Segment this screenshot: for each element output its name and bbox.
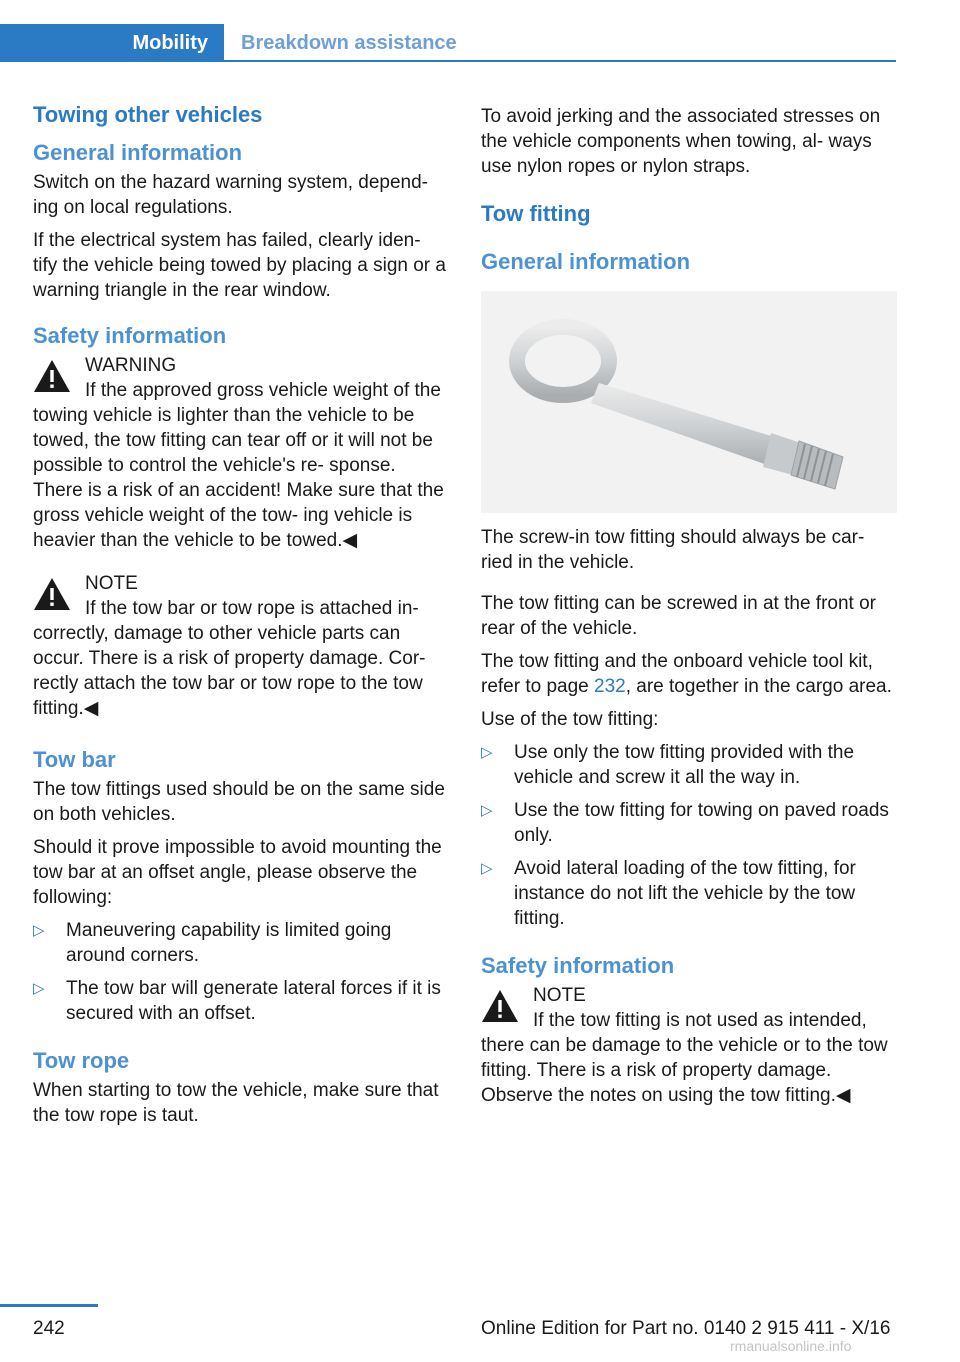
paragraph: The tow fitting can be screwed in at the front or rear of the vehicle. <box>481 593 876 639</box>
page-reference-link[interactable]: 232 <box>594 676 626 697</box>
paragraph: Switch on the hazard warning system, depend‐ ing on local regulations. <box>33 172 428 218</box>
heading-safety-information: Safety information <box>33 323 227 348</box>
paragraph: The screw-in tow fitting should always be car‐ ried in the vehicle. <box>481 527 865 573</box>
note-notice <box>481 983 897 1108</box>
page-number: 242 <box>33 1318 65 1339</box>
section-title-towing: Towing other vehicles <box>33 102 263 127</box>
paragraph: Should it prove impossible to avoid mounting the tow bar at an offset angle, please observe the following: <box>33 837 442 908</box>
note-label: NOTE <box>533 985 586 1006</box>
bullet-icon: ▷ <box>33 980 45 997</box>
bullet-icon: ▷ <box>33 922 45 939</box>
paragraph: To avoid jerking and the associated stresses on the vehicle components when towing, al‐ ways use nylon ropes or nylon straps. <box>481 106 881 177</box>
note-text: If the tow bar or tow rope is attached in‐ correctly, damage to other vehicle parts can occur. There is a risk of property damage. Cor‐ rectly attach the tow bar or tow rope to the tow fitting.◀ <box>33 598 426 719</box>
paragraph: Use of the tow fitting: <box>481 709 659 730</box>
list-item: ▷ Use only the tow fitting provided with the vehicle and screw it all the way in. <box>481 742 855 788</box>
bullet-icon: ▷ <box>481 744 493 761</box>
list-item: ▷ Avoid lateral loading of the tow fitting, for instance do not lift the vehicle by the tow fitting. <box>481 858 856 929</box>
heading-tow-rope: Tow rope <box>33 1048 130 1073</box>
warning-triangle-icon <box>33 577 71 611</box>
tow-fitting-list <box>481 740 897 931</box>
paragraph: The tow fitting and the onboard vehicle tool kit, refer to page 232, are together in the cargo area. <box>481 651 892 697</box>
watermark: rmanualsonline.info <box>730 1338 852 1354</box>
tow-fitting-illustration <box>481 291 897 513</box>
tow-bar-list <box>33 918 449 1026</box>
paragraph: The tow fittings used should be on the same side on both vehicles. <box>33 779 445 825</box>
left-column <box>33 100 449 1136</box>
heading-safety-information: Safety information <box>481 953 675 978</box>
section-title-tow-fitting: Tow fitting <box>481 201 591 226</box>
warning-triangle-icon <box>481 989 519 1023</box>
footer-rule <box>0 1304 98 1307</box>
list-item: ▷ The tow bar will generate lateral forces if it is secured with an offset. <box>33 978 441 1024</box>
heading-general-information: General information <box>33 140 243 165</box>
bullet-icon: ▷ <box>481 860 493 877</box>
header-rule <box>224 60 896 62</box>
warning-notice <box>33 353 449 553</box>
note-label: NOTE <box>85 573 138 594</box>
section-tab: Mobility <box>0 24 224 62</box>
bullet-icon: ▷ <box>481 802 493 819</box>
note-notice <box>33 571 449 721</box>
warning-text: If the approved gross vehicle weight of the towing vehicle is lighter than the vehicle to be towed, the tow fitting can tear off or it will not be possible to control the vehicle's re‐ sponse. There is a risk of an accident! Make sure that the gross vehicle weight of the tow‐ ing vehicle is heavier than the vehicle to be towed.◀ <box>33 380 444 551</box>
paragraph: When starting to tow the vehicle, make sure that the tow rope is taut. <box>33 1080 439 1126</box>
note-text: If the tow fitting is not used as intended, there can be damage to the vehicle or to the tow fitting. There is a risk of property damage. Observe the notes on using the tow fitting.◀ <box>481 1010 888 1106</box>
heading-general-information: General information <box>481 249 691 274</box>
tow-fitting-image <box>481 291 897 513</box>
warning-triangle-icon <box>33 359 71 393</box>
subsection-tab: Breakdown assistance <box>241 31 457 54</box>
paragraph: If the electrical system has failed, clearly iden‐ tify the vehicle being towed by placing a sign or a warning triangle in the rear window. <box>33 230 446 301</box>
right-column <box>481 104 897 1122</box>
list-item: ▷ Maneuvering capability is limited going around corners. <box>33 920 392 966</box>
list-item: ▷ Use the tow fitting for towing on paved roads only. <box>481 800 889 846</box>
warning-label: WARNING <box>85 355 177 376</box>
edition-text: Online Edition for Part no. 0140 2 915 411 - X/16 <box>481 1318 891 1339</box>
page-header <box>0 24 457 62</box>
heading-tow-bar: Tow bar <box>33 747 116 772</box>
